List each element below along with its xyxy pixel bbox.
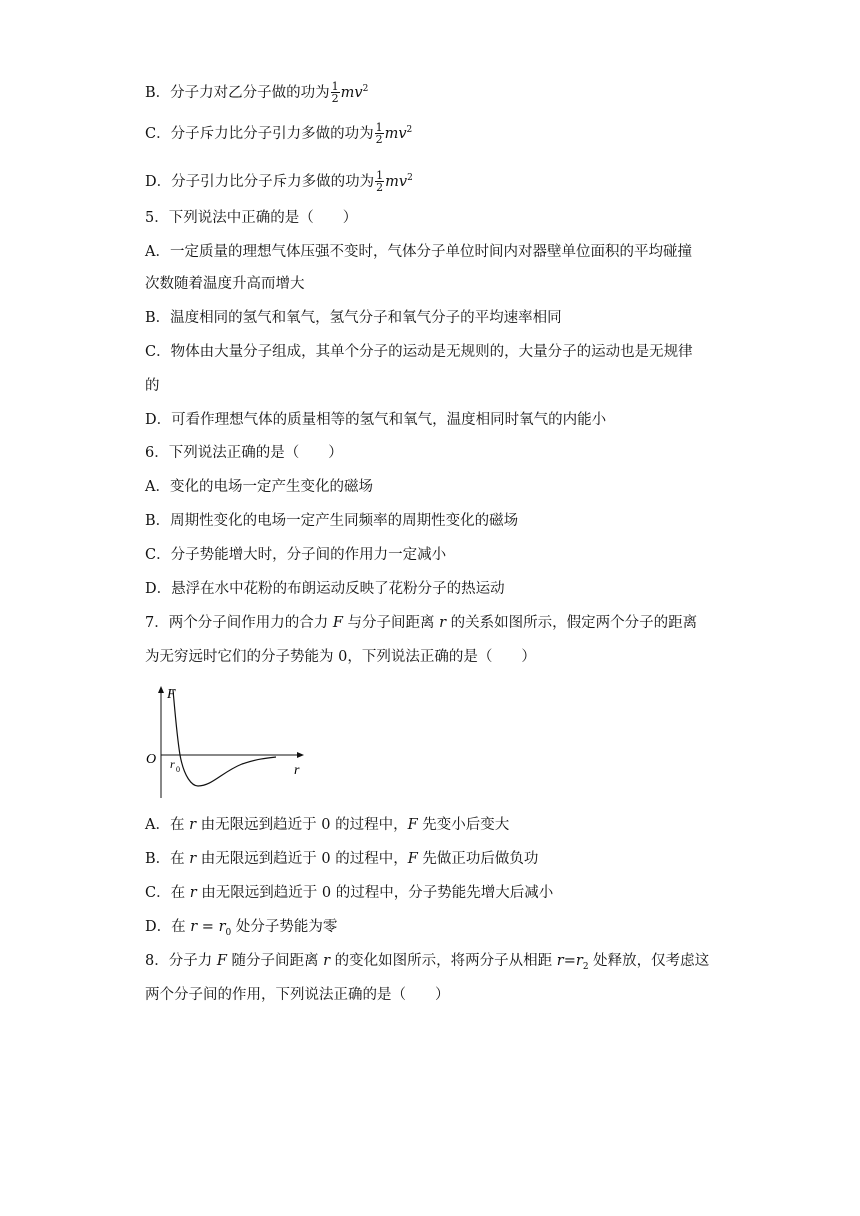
q5-option-b[interactable]: B．温度相同的氢气和氧气，氢气分子和氧气分子的平均速率相同 (145, 310, 562, 326)
q7-option-a[interactable]: A．在 r 由无限远到趋近于 0 的过程中，F 先变小后变大 (145, 817, 510, 833)
fraction: $\frac{1}{2}$ (376, 169, 384, 195)
exponent: 2 (406, 125, 413, 135)
option-text: C．分子斥力比分子引力多做的功为 (145, 125, 374, 142)
q5-option-a[interactable]: A．一定质量的理想气体压强不变时，气体分子单位时间内对器壁单位面积的平均碰撞 (145, 244, 692, 260)
q8-stem-line1: 8．分子力 F 随分子间距离 r 的变化如图所示，将两分子从相距 $r=r_2$ 处释放，仅考虑这 (145, 953, 710, 972)
expression: mv (385, 173, 408, 190)
q8-stem-line2: 两个分子间的作用，下列说法正确的是（ ） (145, 987, 450, 1003)
q4-option-d[interactable] (145, 168, 413, 193)
q5-stem: 5．下列说法中正确的是（ ） (145, 210, 358, 226)
exponent: 2 (407, 173, 413, 183)
fraction: $\frac{1}{2}$ (375, 121, 383, 147)
q4-option-b[interactable] (145, 79, 368, 104)
option-text: B．分子力对乙分子做的功为 (145, 84, 330, 101)
x-axis-label: r (294, 763, 300, 778)
q5-option-d[interactable]: D．可看作理想气体的质量相等的氢气和氧气，温度相同时氧气的内能小 (145, 412, 607, 428)
q7-option-b[interactable]: B．在 r 由无限远到趋近于 0 的过程中，F 先做正功后做负功 (145, 851, 539, 867)
q6-option-b[interactable]: B．周期性变化的电场一定产生同频率的周期性变化的磁场 (145, 513, 519, 529)
origin-label: O (146, 752, 157, 767)
r0-label: r (170, 757, 175, 771)
q7-option-c[interactable]: C．在 r 由无限远到趋近于 0 的过程中，分子势能先增大后减小 (145, 885, 554, 901)
q6-option-a[interactable]: A．变化的电场一定产生变化的磁场 (145, 479, 373, 495)
q6-stem: 6．下列说法正确的是（ ） (145, 445, 343, 461)
q7-option-d[interactable]: D．在 $r = r_0$ 处分子势能为零 (145, 919, 338, 938)
expression: mv (340, 84, 363, 101)
exponent: 2 (362, 84, 369, 94)
y-axis-label: F (167, 687, 176, 702)
q5-option-c[interactable]: C．物体由大量分子组成，其单个分子的运动是无规则的，大量分子的运动也是无规律 (145, 344, 693, 360)
force-curve (173, 690, 276, 786)
option-text: D．分子引力比分子斥力多做的功为 (145, 173, 375, 190)
y-axis-arrow (158, 686, 164, 693)
force-distance-figure (142, 682, 312, 800)
q7-stem-line1: 7．两个分子间作用力的合力 F 与分子间距离 r 的关系如图所示，假定两个分子的距离 (145, 615, 698, 631)
q6-option-c[interactable]: C．分子势能增大时，分子间的作用力一定减小 (145, 547, 447, 563)
symbol-f: F (332, 615, 343, 631)
r0-subscript: 0 (176, 765, 180, 774)
q4-option-c[interactable] (145, 120, 412, 145)
q5-option-c-cont: 的 (145, 378, 160, 394)
q7-stem-line2: 为无穷远时它们的分子势能为 0，下列说法正确的是（ ） (145, 649, 536, 665)
expression: mv (384, 125, 407, 142)
x-axis-arrow (297, 752, 304, 758)
fraction: $\frac{1}{2}$ (331, 80, 339, 106)
q6-option-d[interactable]: D．悬浮在水中花粉的布朗运动反映了花粉分子的热运动 (145, 581, 505, 597)
force-distance-graph (142, 682, 312, 800)
symbol-r: r (439, 615, 447, 631)
q5-option-a-cont: 次数随着温度升高而增大 (145, 276, 305, 292)
